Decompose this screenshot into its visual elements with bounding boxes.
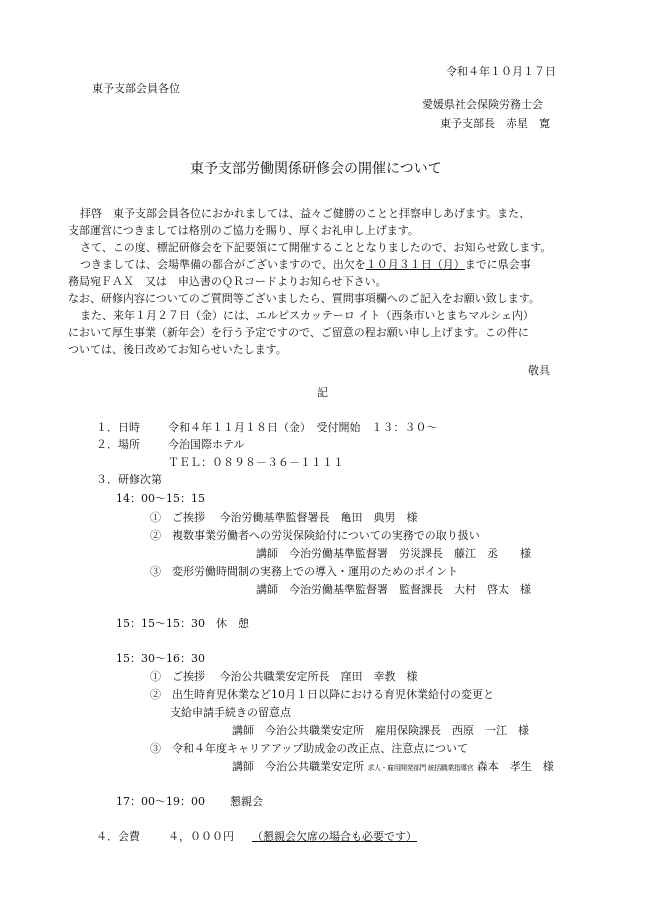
date-label: １．日時 <box>96 421 140 434</box>
fee-note: （懇親会欠席の場合も必要です） <box>252 830 417 843</box>
closing-keigu: 敬具 <box>528 364 550 377</box>
fee-label: ４．会費 <box>96 830 140 843</box>
reply-deadline: １０月３１日（月） <box>365 258 465 271</box>
session1-item-1: ① ご挨拶 今治労働基準監督署長 亀田 典男 様 <box>150 511 418 524</box>
place-value: 今治国際ホテル <box>168 438 245 451</box>
date-value: 令和４年１１月１８日（金） 受付開始 １３：３０～ <box>168 421 438 434</box>
session2-item-1: ① ご挨拶 今治公共職業安定所長 窪田 幸教 様 <box>150 670 418 683</box>
body-line-6: なお、研修内容についてのご質問等ございましたら、質問事項欄へのご記入をお願い致します。 <box>68 292 540 305</box>
break-time: 15：15～15：30 休 憩 <box>116 617 249 630</box>
session2-item-3: ③ 令和４年度キャリアアップ助成金の改正点、注意点について <box>150 742 469 755</box>
session1-item-3: ③ 変形労働時間制の実務上での導入・運用のためのポイント <box>150 565 458 578</box>
sender-title: 東予支部長 赤星 寛 <box>440 117 550 130</box>
session1-item-3-lecturer: 講師 今治労働基準監督署 監督課長 大村 啓太 様 <box>256 583 531 596</box>
session1-item-2-lecturer: 講師 今治労働基準監督署 労災課長 藤江 丞 様 <box>256 547 531 560</box>
session1-item-2: ② 複数事業労働者への労災保険給付についての実務での取り扱い <box>150 529 480 542</box>
body-line-1: 拝啓 東予支部会員各位におかれましては、益々ご健勝のことと拝察申しあげます。また、 <box>80 207 531 220</box>
session2-item-3-lecturer <box>232 760 554 775</box>
program-label: ３．研修次第 <box>96 473 162 486</box>
body-line-4-post: までに県会事 <box>464 258 531 271</box>
session2-item-2-cont: 支給申請手続きの留意点 <box>170 706 291 719</box>
place-label: ２．場所 <box>96 438 140 451</box>
place-tel: ＴＥＬ：０８９８－３６－１１１１ <box>168 456 344 469</box>
body-line-8: において厚生事業（新年会）を行う予定ですので、ご留意の程お願い申し上げます。この件に <box>68 326 529 339</box>
fee-value: ４，０００円 <box>168 830 234 843</box>
session2-item-2-lecturer: 講師 今治公共職業安定所 雇用保険課長 西原 一江 様 <box>232 724 529 737</box>
social-label: 懇親会 <box>230 795 263 808</box>
body-line-2: 支部運営につきましては格別のご協力を賜り、厚くお礼申し上げます。 <box>68 224 419 237</box>
sender-org: 愛媛県社会保険労務士会 <box>422 98 543 111</box>
body-line-5: 務局宛ＦＡＸ 又は 申込書のＱＲコードよりお知らせ下さい。 <box>68 275 387 288</box>
session2-time: 15：30～16：30 <box>116 652 205 665</box>
session2-item-2: ② 出生時育児休業など10月１日以降における育児休業給付の変更と <box>150 688 494 701</box>
session2-item-3-lecturer-name: 森本 孝生 様 <box>476 760 554 773</box>
social-time: 17：00～19：00 <box>116 795 205 808</box>
body-line-9: ついては、後日改めてお知らせいたします。 <box>68 343 287 356</box>
document-title: 東予支部労働関係研修会の開催について <box>190 161 442 177</box>
session2-item-3-lecturer-office: 講師 今治公共職業安定所 <box>232 760 364 773</box>
body-line-3: さて、この度、標記研修会を下記要領にて開催することとなりましたので、お知らせ致します。 <box>80 241 552 254</box>
document-date: 令和４年１０月１７日 <box>446 65 556 78</box>
recipient: 東予支部会員各位 <box>92 82 180 95</box>
body-line-7: また、来年１月２７日（金）には、エルピスカッテーロ イト（西条市いとまちマルシェ内） <box>80 309 534 322</box>
ki-heading: 記 <box>317 386 328 399</box>
body-line-4 <box>80 258 531 272</box>
session2-item-3-lecturer-position: 求人・雇用開発部門 統括職業指導官 <box>367 764 474 772</box>
session1-time: 14：00～15：15 <box>116 492 205 505</box>
body-line-4-pre: つきましては、会場準備の都合がございますので、出欠を <box>80 258 366 271</box>
